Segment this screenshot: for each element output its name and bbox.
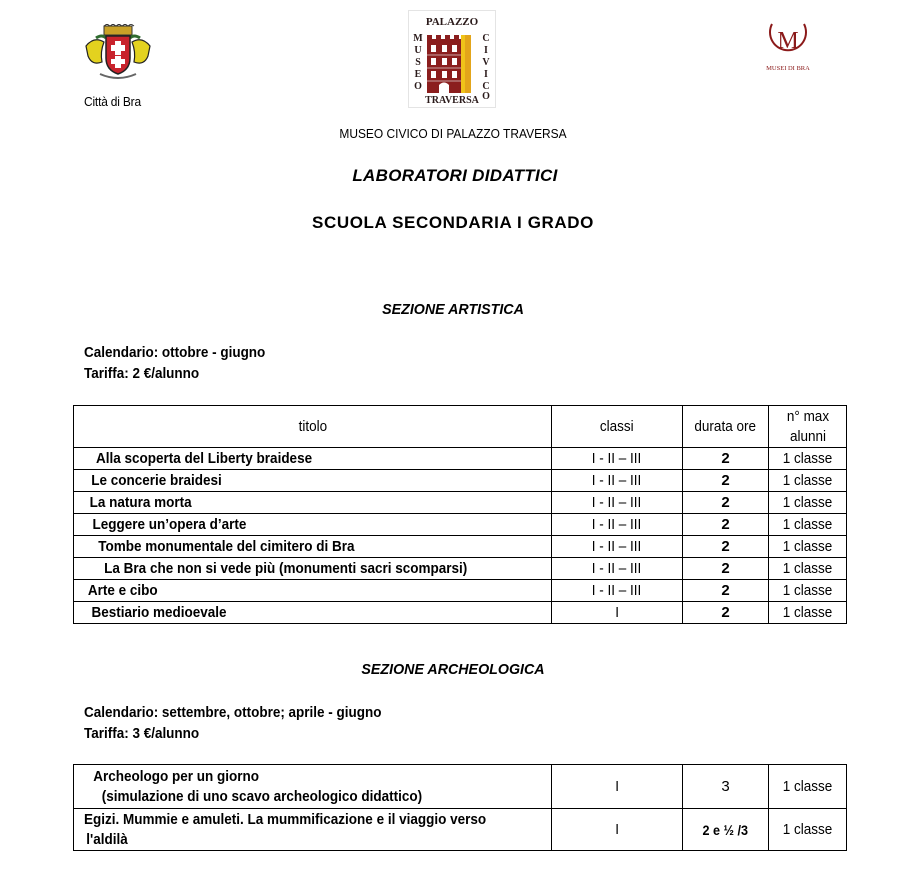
svg-text:E: E bbox=[414, 69, 422, 80]
musei-di-bra-logo bbox=[762, 14, 814, 76]
calendar-text: Calendario: ottobre - giugno bbox=[84, 345, 266, 361]
svg-text:I: I bbox=[484, 45, 488, 56]
column-header-durata: durata ore bbox=[683, 406, 769, 448]
section-title-archeologica: SEZIONE ARCHEOLOGICA bbox=[361, 661, 545, 678]
svg-text:S: S bbox=[415, 57, 421, 68]
svg-text:O: O bbox=[482, 91, 490, 102]
svg-text:U: U bbox=[414, 45, 422, 56]
table-row: Leggere un’opera d’arte I - II – III 2 1 classe bbox=[74, 514, 847, 536]
document-title: LABORATORI DIDATTICI bbox=[352, 166, 558, 185]
svg-text:MUSEI DI BRA: MUSEI DI BRA bbox=[766, 65, 810, 72]
table-row: Alla scoperta del Liberty braidese I - II – III 2 1 classe bbox=[74, 448, 847, 470]
column-header-classi: classi bbox=[552, 406, 683, 448]
city-of-bra-coat-of-arms-logo bbox=[80, 24, 156, 84]
section-title-artistica: SEZIONE ARTISTICA bbox=[382, 301, 524, 318]
logo-text-top: PALAZZO bbox=[425, 16, 479, 28]
svg-text:I: I bbox=[484, 69, 488, 80]
section-archeologica-info bbox=[84, 703, 381, 745]
table-row: La natura morta I - II – III 2 1 classe bbox=[74, 492, 847, 514]
section-artistica-info bbox=[84, 343, 265, 385]
artistica-table bbox=[73, 405, 847, 624]
svg-text:M: M bbox=[777, 28, 799, 54]
table-row: Le concerie braidesi I - II – III 2 1 classe bbox=[74, 470, 847, 492]
table-row: Arte e cibo I - II – III 2 1 classe bbox=[74, 580, 847, 602]
table-row: La Bra che non si vede più (monumenti sacri scomparsi) I - II – III 2 1 classe bbox=[74, 558, 847, 580]
archeologica-table bbox=[73, 764, 847, 851]
fee-text: Tariffa: 3 €/alunno bbox=[84, 726, 200, 742]
table-row: Tombe monumentale del cimitero di Bra I - II – III 2 1 classe bbox=[74, 536, 847, 558]
column-header-titolo: titolo bbox=[74, 406, 552, 448]
museum-name: MUSEO CIVICO DI PALAZZO TRAVERSA bbox=[339, 126, 567, 141]
table-row: Egizi. Mummie e amuleti. La mummificazione e il viaggio verso l'aldilà I 2 e ½ /3 1 classe bbox=[74, 809, 847, 851]
table-row: Bestiario medioevale I 2 1 classe bbox=[74, 602, 847, 624]
svg-text:V: V bbox=[482, 57, 490, 68]
table-header-row bbox=[74, 406, 847, 448]
logo-text-bottom: TRAVERSA bbox=[425, 95, 479, 106]
column-header-max-alunni: n° max alunni bbox=[769, 406, 847, 448]
table-row: Archeologo per un giorno (simulazione di uno scavo archeologico didattico) I 3 1 classe bbox=[74, 765, 847, 809]
svg-text:C: C bbox=[482, 33, 490, 44]
palazzo-traversa-museum-logo bbox=[408, 10, 496, 108]
document-subtitle: SCUOLA SECONDARIA I GRADO bbox=[312, 213, 594, 232]
calendar-text: Calendario: settembre, ottobre; aprile - giugno bbox=[84, 705, 382, 721]
fee-text: Tariffa: 2 €/alunno bbox=[84, 366, 200, 382]
city-caption: Città di Bra bbox=[84, 94, 141, 109]
svg-text:M: M bbox=[413, 33, 423, 44]
svg-text:C: C bbox=[482, 81, 490, 92]
svg-text:O: O bbox=[414, 81, 422, 92]
